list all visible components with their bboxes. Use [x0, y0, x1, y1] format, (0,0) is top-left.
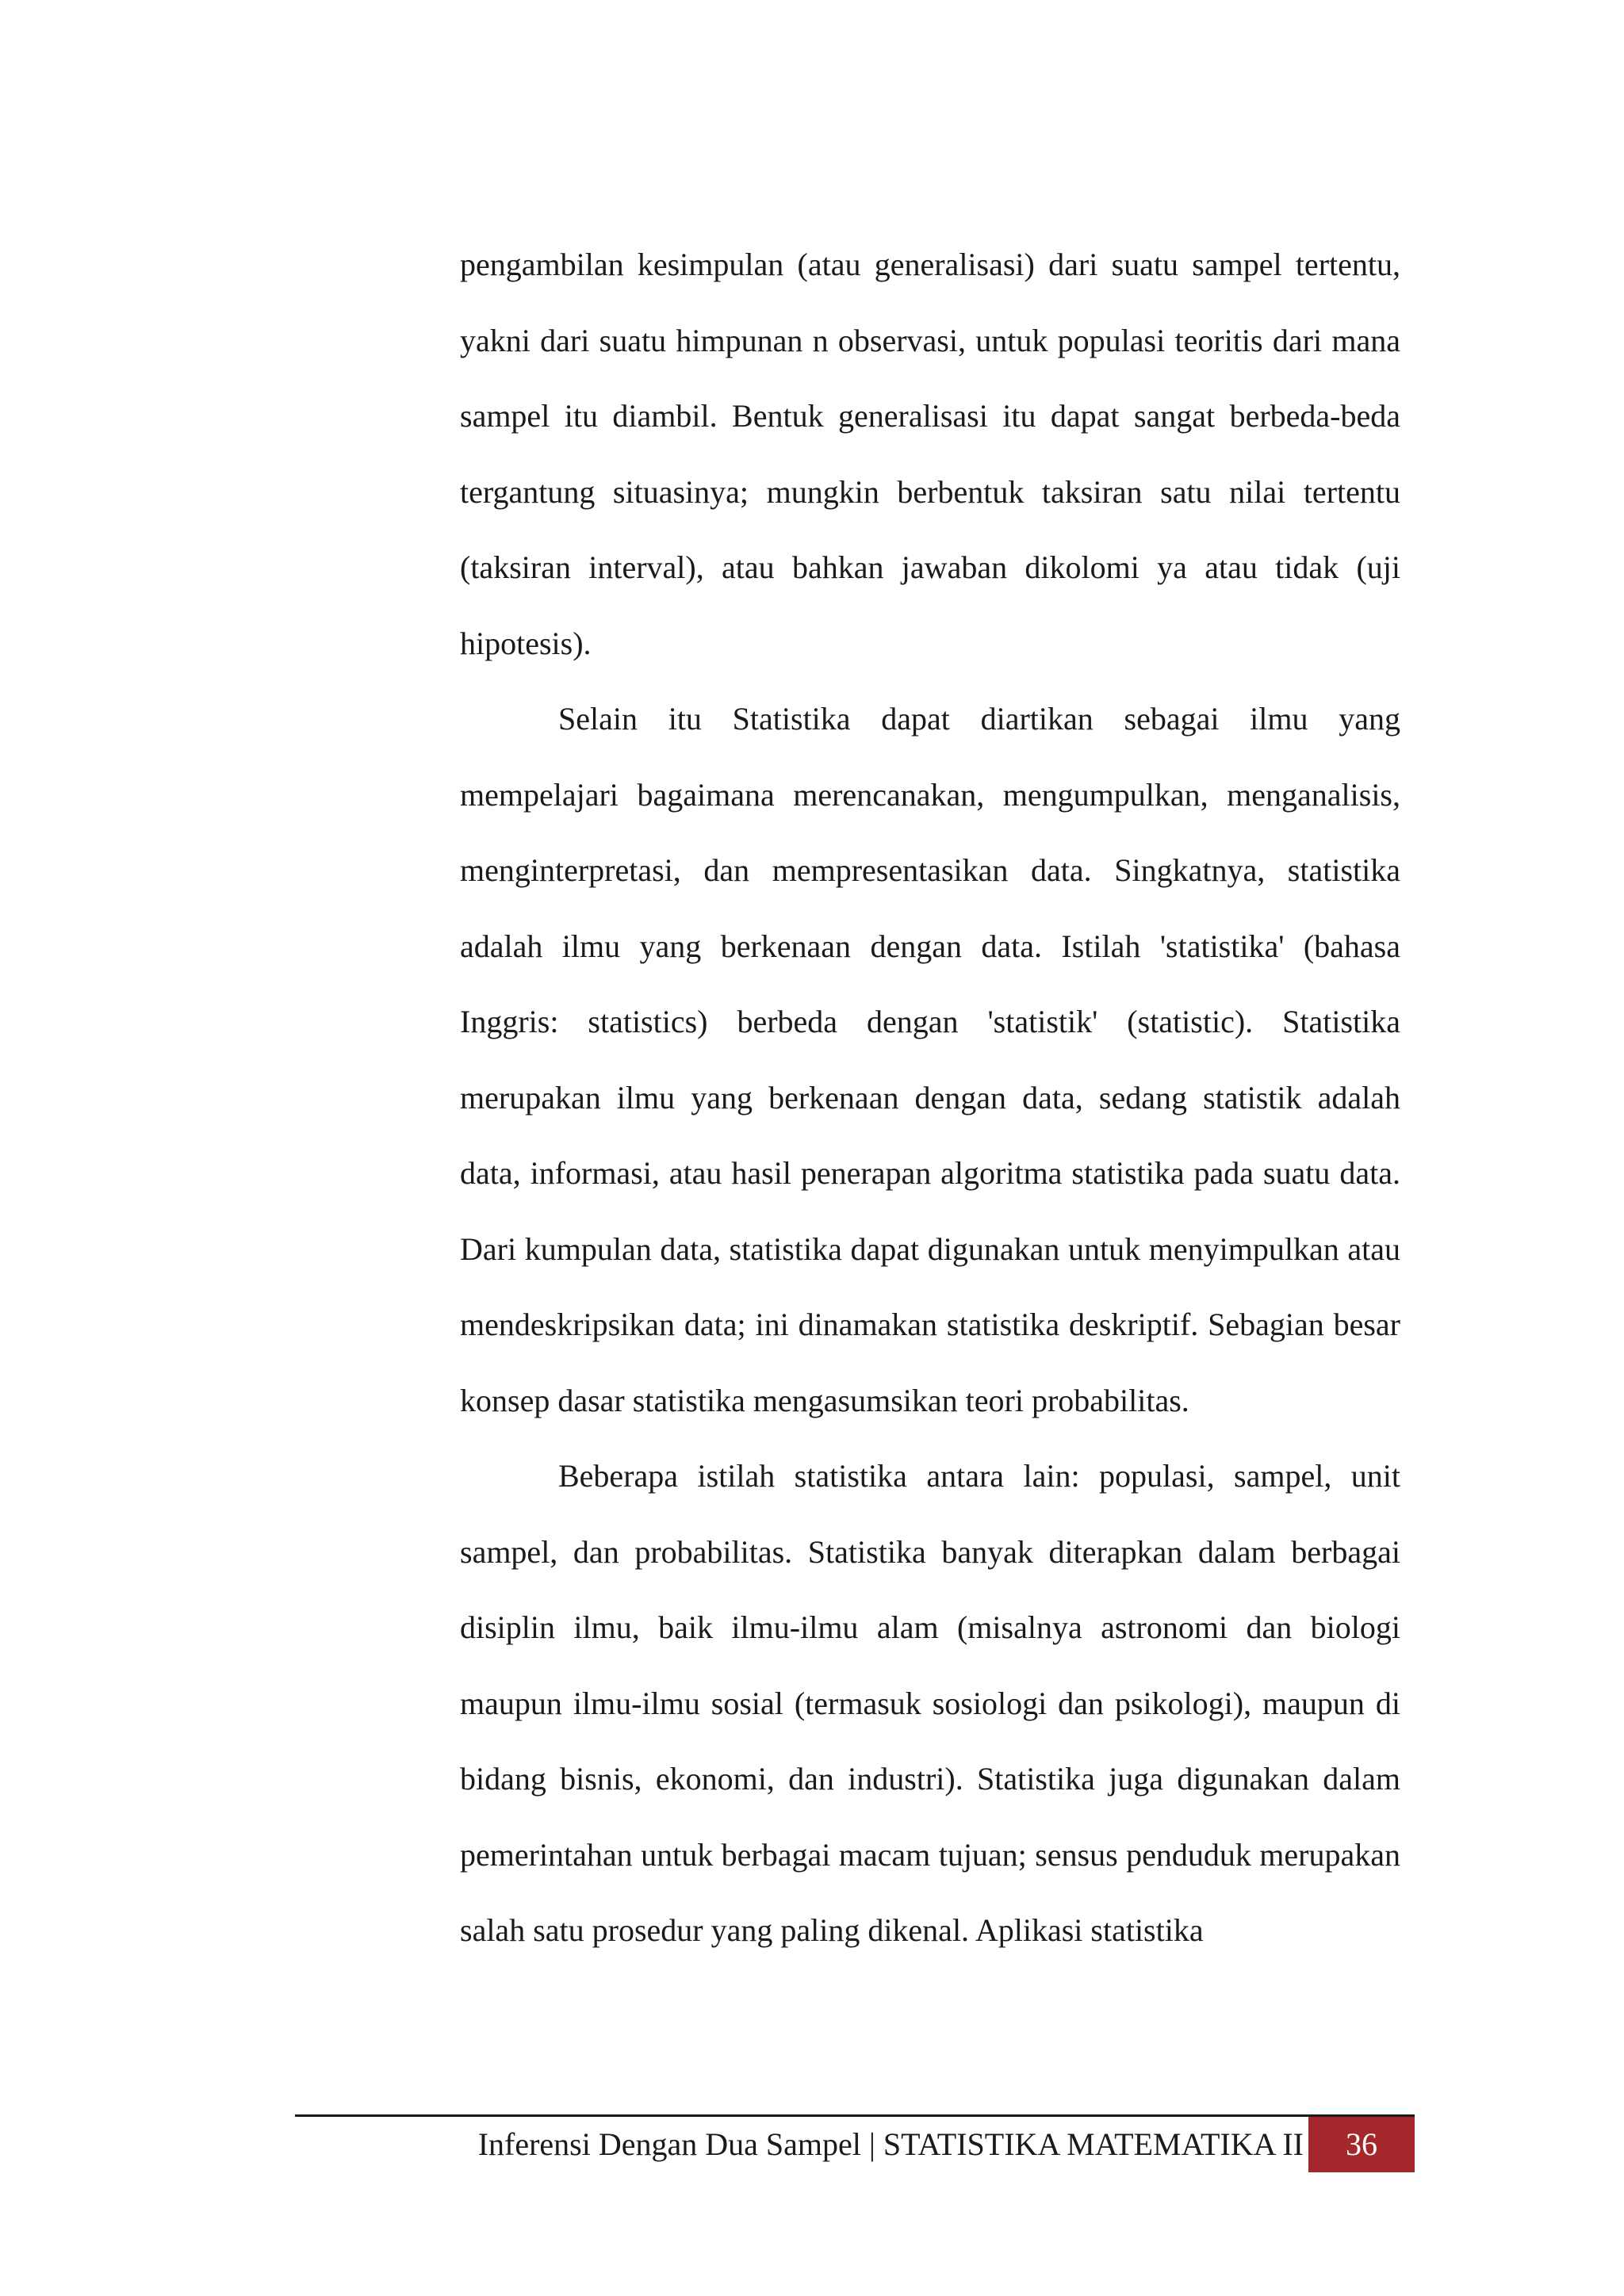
paragraph-statistika-definition: Selain itu Statistika dapat diartikan sebagai ilmu yang mempelajari bagaimana merencanakan, mengumpulkan, menganalisis, menginterpretasi, dan mempresentasikan data. Singkatnya, statistika adalah ilmu yang berkenaan dengan data. Istilah 'statistika' (bahasa Inggris: statistics) berbeda dengan 'statistik' (statistic). Statistika merupakan ilmu yang berkenaan dengan data, sedang statistik adalah data, informasi, atau hasil penerapan algoritma statistika pada suatu data. Dari kumpulan data, statistika dapat digunakan untuk menyimpulkan atau mendeskripsikan data; ini dinamakan statistika deskriptif. Sebagian besar konsep dasar statistika mengasumsikan teori probabilitas. — [460, 701, 1400, 1418]
page-number: 36 — [1308, 2117, 1415, 2172]
paragraph-statistika-terms: Beberapa istilah statistika antara lain: populasi, sampel, unit sampel, dan probabilitas. Statistika banyak diterapkan dalam berbagai disiplin ilmu, baik ilmu-ilmu alam (misalnya astronomi dan biologi maupun ilmu-ilmu sosial (termasuk sosiologi dan psikologi), maupun di bidang bisnis, ekonomi, dan industri). Statistika juga digunakan dalam pemerintahan untuk berbagai macam tujuan; sensus penduduk merupakan salah satu prosedur yang paling dikenal. Aplikasi statistika — [460, 1458, 1400, 1948]
paragraph-continued: pengambilan kesimpulan (atau generalisasi) dari suatu sampel tertentu, yakni dari suatu himpunan n observasi, untuk populasi teoritis dari mana sampel itu diambil. Bentuk generalisasi itu dapat sangat berbeda-beda tergantung situasinya; mungkin berbentuk taksiran satu nilai tertentu (taksiran interval), atau bahkan jawaban dikolomi ya atau tidak (uji hipotesis). — [460, 247, 1400, 661]
footer-title: Inferensi Dengan Dua Sampel | STATISTIKA MATEMATIKA II — [477, 2126, 1304, 2162]
body-text — [460, 227, 1400, 1969]
